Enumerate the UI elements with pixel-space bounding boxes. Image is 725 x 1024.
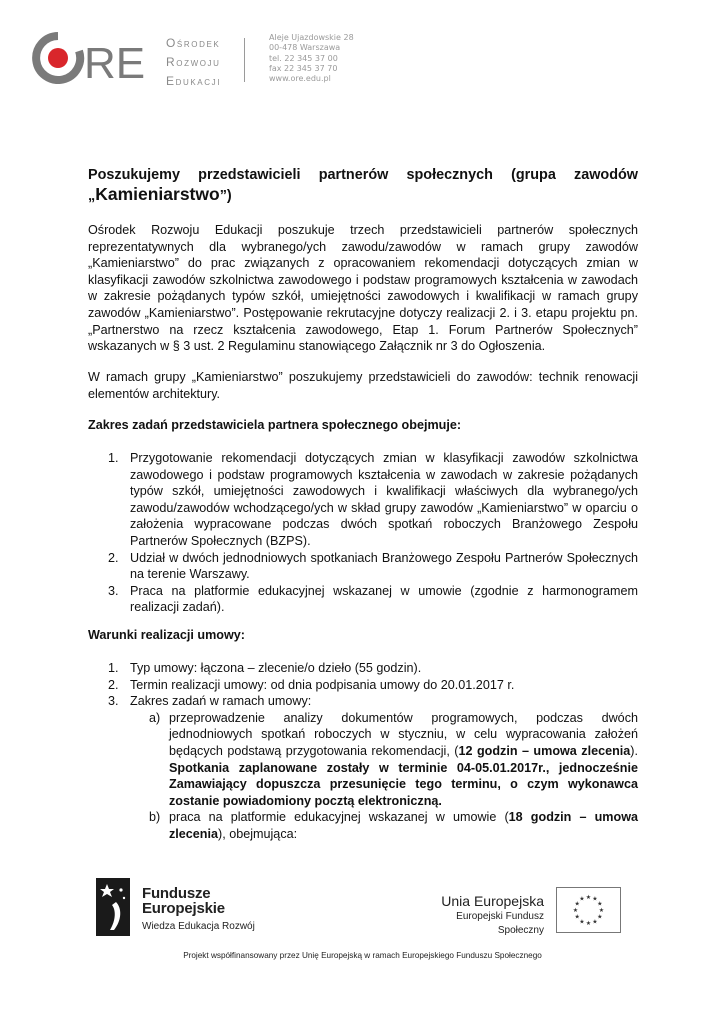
title-close: ”) <box>219 188 232 204</box>
address-line: Aleje Ujazdowskie 28 <box>269 33 354 42</box>
text-run: ), obejmująca: <box>218 826 298 841</box>
org-name-line: Rozwoju <box>166 55 221 69</box>
title-word: Poszukujemy <box>88 167 180 183</box>
list-number: 3. <box>108 694 119 709</box>
title-open-quote: „ <box>88 188 96 204</box>
bold-run: 12 godzin – umowa zlecenia <box>458 743 631 758</box>
list-number: 2. <box>108 550 119 565</box>
list-item-text: Udział w dwóch jednodniowych spotkaniach Branżowego Zespołu Partnerów Społecznych na terenie Warszawy. <box>130 550 638 582</box>
address-line: tel. 22 345 37 00 <box>269 53 338 63</box>
sub-list-item <box>106 809 638 842</box>
eu-line1: Unia Europejska <box>441 893 544 909</box>
tasks-list <box>106 450 638 616</box>
eu-flag-icon <box>556 887 621 933</box>
fundusze-europejskie-logo <box>96 878 130 936</box>
bold-run: 18 godzin – umowa zlecenia <box>169 810 639 841</box>
eu-star-icon: ★ <box>592 918 598 926</box>
eu-star-icon: ★ <box>597 900 603 908</box>
fundusze-europejskie-label <box>142 886 255 934</box>
text-run: przeprowadzenie analizy dokumentów programowych, podczas dwóch jednodniowych spotkań roboczych w styczniu, w celu wypracowania założeń będących podstawą przygotowania rekomendacji, ( <box>169 710 638 758</box>
eu-star-icon: ★ <box>597 913 603 921</box>
fe-line2: Europejskie <box>142 900 225 917</box>
sub-list-letter: b) <box>149 810 161 825</box>
website-link[interactable]: www.ore.edu.pl <box>269 74 331 84</box>
bold-run: Spotkania zaplanowane zostały w terminie 04-05.01.2017r., jednocześnie Zamawiający dopuszcza przesunięcie tego terminu, o czym wykonawca zostanie powiadomiony pocztą elektroniczną. <box>169 760 638 808</box>
eu-star-icon: ★ <box>574 900 580 908</box>
eu-star-icon: ★ <box>592 895 598 903</box>
ore-logo-letters: RE <box>84 39 146 84</box>
sub-list-item-text <box>169 710 638 810</box>
list-item <box>106 550 638 583</box>
org-address <box>269 33 354 84</box>
conditions-list <box>106 660 638 843</box>
title-word: przedstawicieli <box>198 167 301 183</box>
title-word: społecznych <box>406 167 493 183</box>
list-item-text: Przygotowanie rekomendacji dotyczących zmian w klasyfikacji zawodów szkolnictwa zawodowego i podstaw programowych kształcenia w zawodach w zakresie pożądanych typów szkół, umiejętności zawodowych i kwalifikacji właściwych dla wybranego/ych zawodu/zawodów wchodzącego/ych w skład grupy zawodów „Kamieniarstwo” w oparciu o założenia wypracowane podczas dwóch spotkań roboczych Branżowego Zespołu Partnerów Społecznych (BZPS). <box>130 451 638 548</box>
text-run: praca na platformie edukacyjnej wskazanej w umowie ( <box>169 810 509 825</box>
eu-star-icon: ★ <box>585 894 592 901</box>
fe-line1: Fundusze <box>142 885 211 902</box>
tasks-heading: Zakres zadań przedstawiciela partnera społecznego obejmuje: <box>88 418 462 432</box>
ore-logo <box>32 32 152 84</box>
list-item <box>106 450 638 550</box>
eu-star-icon: ★ <box>585 920 592 927</box>
document-title <box>88 166 638 206</box>
footer-note: Projekt współfinansowany przez Unię Europejską w ramach Europejskiego Funduszu Społecznego <box>183 951 542 960</box>
address-line: fax 22 345 37 70 <box>269 63 338 73</box>
intro-paragraph: Ośrodek Rozwoju Edukacji poszukuje trzech przedstawicieli partnerów społecznych reprezentatywnych dla wybranego/ych zawodu/zawodów w ramach grupy zawodów „Kamieniarstwo” do prac związanych z opracowaniem rekomendacji dotyczących zmian w klasyfikacji zawodów szkolnictwa zawodowego i podstaw programowych kształcenia w zawodach w zakresie pożądanych typów szkół, umiejętności zawodowych i kwalifikacji w ramach grupy zawodów „Kamieniarstwo”. Postępowanie rekrutacyjne dotyczy realizacji 2. i 3. etapu projektu pn. „Partnerstwo na rzecz kształcenia zawodowego, Etap 1. Forum Partnerów Społecznych” wskazanych w § 3 ust. 2 Regulaminu stanowiącego Załącznik nr 3 do Ogłoszenia. <box>88 223 638 354</box>
title-word: (grupa <box>511 167 556 183</box>
org-name <box>166 34 221 91</box>
list-item <box>106 677 638 694</box>
group-paragraph: W ramach grupy „Kamieniarstwo” poszukujemy przedstawicieli do zawodów: technik renowacji elementów architektury. <box>88 370 638 401</box>
list-item-text: Praca na platformie edukacyjnej wskazanej w umowie (zgodnie z harmonogramem realizacji zadań). <box>130 583 638 615</box>
header-divider <box>244 38 245 82</box>
text-run: ). <box>630 743 638 758</box>
eu-star-icon: ★ <box>572 907 579 914</box>
ore-logo-o <box>36 36 80 80</box>
fe-line3: Wiedza Edukacja Rozwój <box>142 921 255 932</box>
title-word: zawodów <box>574 167 638 183</box>
org-name-line: Ośrodek <box>166 36 221 50</box>
conditions-heading: Warunki realizacji umowy: <box>88 628 245 642</box>
list-item-text: Zakres zadań w ramach umowy: <box>130 694 312 709</box>
sub-list-item <box>106 710 638 810</box>
list-item <box>106 693 638 710</box>
list-item <box>106 583 638 616</box>
title-group-name: Kamieniarstwo <box>95 184 220 204</box>
list-item-text: Typ umowy: łączona – zlecenie/o dzieło (55 godzin). <box>130 661 422 675</box>
list-item <box>106 660 638 677</box>
eu-star-icon: ★ <box>598 907 605 914</box>
eu-star-icon: ★ <box>574 913 580 921</box>
eu-label <box>410 893 544 938</box>
eu-line2: Europejski Fundusz Społeczny <box>456 911 544 936</box>
list-number: 1. <box>108 661 119 675</box>
address-line: 00-478 Warszawa <box>269 43 341 53</box>
list-number: 1. <box>108 451 119 465</box>
title-line-1 <box>88 166 638 185</box>
list-item-text: Termin realizacji umowy: od dnia podpisania umowy do 20.01.2017 r. <box>130 677 515 692</box>
org-name-line: Edukacji <box>166 74 222 88</box>
sub-list-letter: a) <box>149 710 161 725</box>
eu-star-icon: ★ <box>579 895 585 903</box>
eu-star-icon: ★ <box>579 918 585 926</box>
title-line-2 <box>88 185 638 206</box>
list-number: 3. <box>108 583 119 598</box>
list-number: 2. <box>108 677 119 692</box>
sub-list-item-text <box>169 809 638 842</box>
title-word: partnerów <box>318 167 389 183</box>
